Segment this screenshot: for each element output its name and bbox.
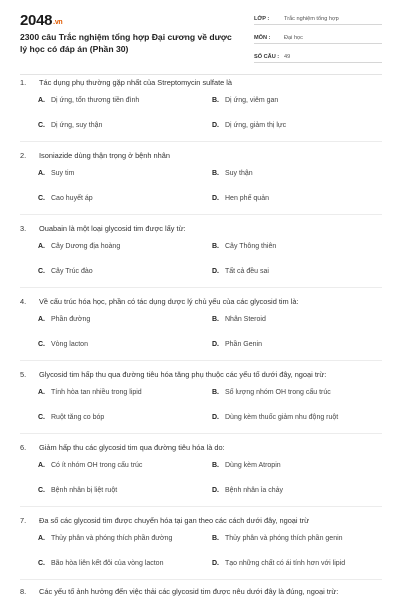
answer-option-c[interactable] [38,268,93,275]
option-text: Dị ứng, tổn thương tiền đình [51,97,140,104]
option-text: Bão hòa liên kết đôi của vòng lacton [51,560,164,567]
option-letter: A. [38,316,45,323]
logo-suffix: .vn [53,19,63,26]
question-stem [20,443,380,452]
question-divider [20,360,382,361]
option-text: Cây Thông thiên [225,243,277,250]
option-text: Tính hòa tan nhiều trong lipid [51,389,142,396]
option-letter: C. [38,122,45,129]
header-divider [20,74,382,75]
meta-value: 49 [284,54,291,60]
option-text: Số lượng nhóm OH trong cấu trúc [225,389,331,396]
option-letter: B. [212,389,219,396]
question-divider [20,287,382,288]
option-letter: C. [38,268,45,275]
option-text: Tạo những chất có ái tính hơn với lipid [225,560,346,567]
answer-option-d[interactable] [212,414,338,421]
option-letter: C. [38,414,45,421]
meta-row-subject [254,31,382,44]
option-letter: B. [212,462,219,469]
question-stem [20,151,380,160]
question-number: 3. [20,224,27,233]
option-text: Dùng kèm thuốc giảm nhu động ruột [225,414,339,421]
meta-label: MÔN : [254,35,271,41]
question-text: Giảm hấp thu các glycosid tim qua đường tiêu hóa là do: [39,443,225,452]
answer-option-a[interactable] [38,462,142,469]
option-letter: C. [38,341,45,348]
option-text: Hen phế quản [225,195,269,202]
answer-option-a[interactable] [38,535,172,542]
answer-option-d[interactable] [212,487,283,494]
option-text: Dị ứng, giảm thị lực [225,122,287,129]
site-logo[interactable] [20,12,62,29]
option-letter: B. [212,97,219,104]
document-meta [254,12,382,69]
option-letter: A. [38,243,45,250]
question-number: 4. [20,297,27,306]
option-letter: D. [212,122,219,129]
option-letter: D. [212,341,219,348]
answer-option-a[interactable] [38,316,90,323]
answer-option-b[interactable] [212,170,253,177]
answer-option-a[interactable] [38,97,139,104]
answer-option-b[interactable] [212,535,343,542]
question-stem [20,516,380,525]
answer-option-b[interactable] [212,389,331,396]
answer-option-d[interactable] [212,560,345,567]
meta-value: Trắc nghiệm tổng hợp [284,16,339,22]
option-letter: C. [38,487,45,494]
answer-option-c[interactable] [38,560,163,567]
answer-option-b[interactable] [212,316,266,323]
question-stem [20,78,380,87]
document-title: 2300 câu Trắc nghiệm tổng hợp Đại cương về dược lý học có đáp án (Phần 30) [20,32,232,54]
option-text: Nhân Steroid [225,316,266,323]
option-text: Bệnh nhân bị liệt ruột [51,487,118,494]
option-letter: B. [212,170,219,177]
question-number: 2. [20,151,27,160]
question-number: 7. [20,516,27,525]
meta-label: LỚP : [254,16,270,22]
logo-main: 2048 [20,12,53,29]
answer-option-b[interactable] [212,462,281,469]
answer-option-a[interactable] [38,389,142,396]
option-letter: A. [38,389,45,396]
question-stem [20,297,380,306]
answer-option-b[interactable] [212,97,278,104]
answer-option-c[interactable] [38,122,102,129]
question-stem [20,370,380,379]
answer-option-d[interactable] [212,341,262,348]
option-letter: A. [38,462,45,469]
answer-option-c[interactable] [38,487,117,494]
question-number: 1. [20,78,27,87]
option-text: Suy tim [51,170,75,177]
option-text: Thủy phân và phóng thích phần đường [51,535,173,542]
option-letter: A. [38,97,45,104]
option-letter: D. [212,268,219,275]
option-text: Cây Dương địa hoàng [51,243,121,250]
option-letter: D. [212,195,219,202]
option-text: Vòng lacton [51,341,88,348]
option-text: Thủy phân và phóng thích phần genin [225,535,343,542]
meta-row-class [254,12,382,25]
question-number: 5. [20,370,27,379]
answer-option-a[interactable] [38,243,120,250]
option-letter: D. [212,560,219,567]
answer-option-c[interactable] [38,341,88,348]
option-text: Tất cả đều sai [225,268,269,275]
option-letter: C. [38,560,45,567]
question-text: Đa số các glycosid tim được chuyển hóa tại gan theo các cách dưới đây, ngoại trừ [39,516,310,525]
option-letter: A. [38,535,45,542]
option-letter: C. [38,195,45,202]
meta-row-count [254,50,382,63]
question-divider [20,506,382,507]
option-text: Ruột tăng co bóp [51,414,105,421]
option-text: Dị ứng, suy thận [51,122,103,129]
option-letter: A. [38,170,45,177]
option-letter: D. [212,414,219,421]
option-letter: B. [212,316,219,323]
answer-option-d[interactable] [212,268,269,275]
meta-label: SỐ CÂU : [254,54,280,60]
answer-option-c[interactable] [38,414,104,421]
option-text: Cao huyết áp [51,195,93,202]
option-letter: B. [212,243,219,250]
option-text: Dị ứng, viêm gan [225,97,279,104]
option-text: Suy thận [225,170,253,177]
question-text: Isoniazide dùng thận trọng ở bệnh nhân [39,151,170,160]
question-divider [20,579,382,580]
question-text: Về cấu trúc hóa học, phần có tác dụng dược lý chủ yếu của các glycosid tim là: [39,297,299,306]
answer-option-b[interactable] [212,243,276,250]
question-divider [20,214,382,215]
option-text: Phần đường [51,316,91,323]
question-stem [20,224,380,233]
question-text: Glycosid tim hấp thu qua đường tiêu hóa tăng phụ thuộc các yếu tố dưới đây, ngoại trừ: [39,370,327,379]
question-stem [20,587,380,596]
document-header [0,0,400,80]
answer-option-d[interactable] [212,122,286,129]
question-divider [20,433,382,434]
question-number: 6. [20,443,27,452]
question-text: Ouabain là một loại glycosid tim được lấy từ: [39,224,186,233]
answer-option-c[interactable] [38,195,93,202]
option-text: Có ít nhóm OH trong cấu trúc [51,462,143,469]
option-letter: D. [212,487,219,494]
question-text: Các yếu tố ảnh hưởng đến việc thải các glycosid tim được nêu dưới đây là đúng, ngoại trừ: [39,587,339,596]
option-letter: B. [212,535,219,542]
question-divider [20,141,382,142]
question-number: 8. [20,587,27,596]
answer-option-d[interactable] [212,195,269,202]
question-text: Tác dụng phụ thường gặp nhất của Streptomycin sulfate là [39,78,233,87]
option-text: Bệnh nhân ỉa chảy [225,487,283,494]
option-text: Dùng kèm Atropin [225,462,281,469]
meta-value: Đại học [284,35,303,41]
option-text: Cây Trúc đào [51,268,93,275]
option-text: Phần Genin [225,341,262,348]
answer-option-a[interactable] [38,170,74,177]
